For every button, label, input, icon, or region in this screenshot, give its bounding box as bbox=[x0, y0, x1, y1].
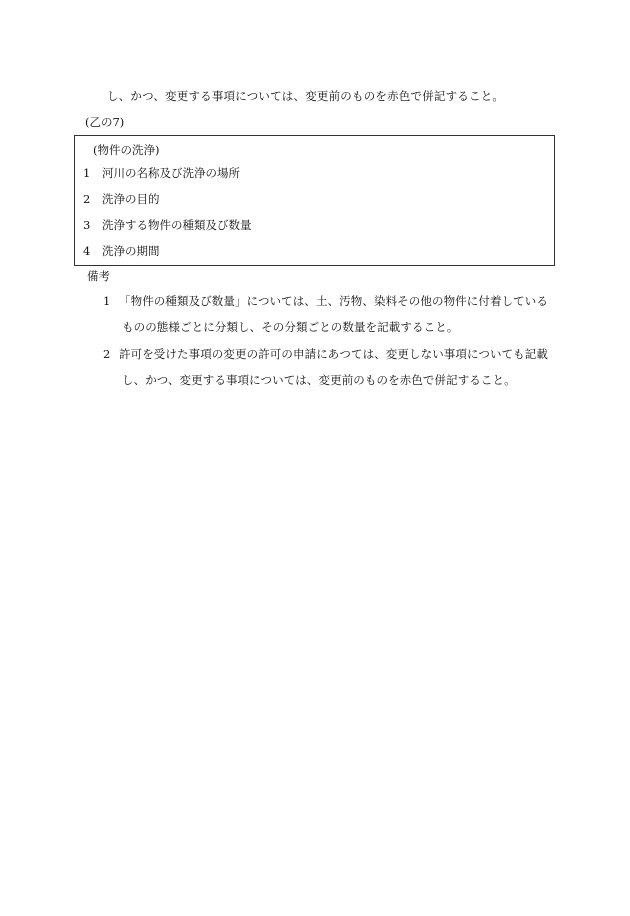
remark-note-1-line-2: ものの態様ごとに分類し、その分類ごとの数量を記載すること。 bbox=[122, 320, 459, 334]
remark-note-2-line-1 bbox=[103, 349, 548, 361]
remark-note-1-line-1 bbox=[103, 296, 548, 308]
remark-note-number: 1 bbox=[103, 294, 111, 308]
form-row-purpose bbox=[83, 194, 160, 206]
carry-over-text-line: し、かつ、変更する事項については、変更前のものを赤色で併記すること。 bbox=[107, 89, 505, 103]
remark-note-2-line-2: し、かつ、変更する事項については、変更前のものを赤色で併記すること。 bbox=[122, 373, 516, 387]
form-row-text: 洗浄の期間 bbox=[102, 244, 160, 258]
form-row-number: 4 bbox=[83, 244, 91, 258]
remark-note-number: 2 bbox=[103, 347, 111, 361]
form-row-text: 河川の名称及び洗浄の場所 bbox=[102, 166, 240, 180]
form-row-river-name-and-location bbox=[83, 168, 240, 180]
form-row-text: 洗浄する物件の種類及び数量 bbox=[102, 218, 252, 232]
section-label: (乙の7) bbox=[85, 115, 125, 129]
remarks-heading: 備考 bbox=[87, 269, 110, 283]
form-row-number: 1 bbox=[83, 166, 91, 180]
form-box bbox=[74, 135, 555, 266]
form-box-title: (物件の洗浄) bbox=[93, 143, 160, 157]
remark-note-text: 「物件の種類及び数量」については、土、汚物、染料その他の物件に付着している bbox=[119, 294, 548, 308]
form-row-text: 洗浄の目的 bbox=[102, 192, 160, 206]
form-row-number: 2 bbox=[83, 192, 91, 206]
form-row-type-and-quantity bbox=[83, 220, 252, 232]
form-row-number: 3 bbox=[83, 218, 91, 232]
form-row-period bbox=[83, 246, 160, 258]
remark-note-text: 許可を受けた事項の変更の許可の申請にあつては、変更しない事項についても記載 bbox=[119, 347, 548, 361]
